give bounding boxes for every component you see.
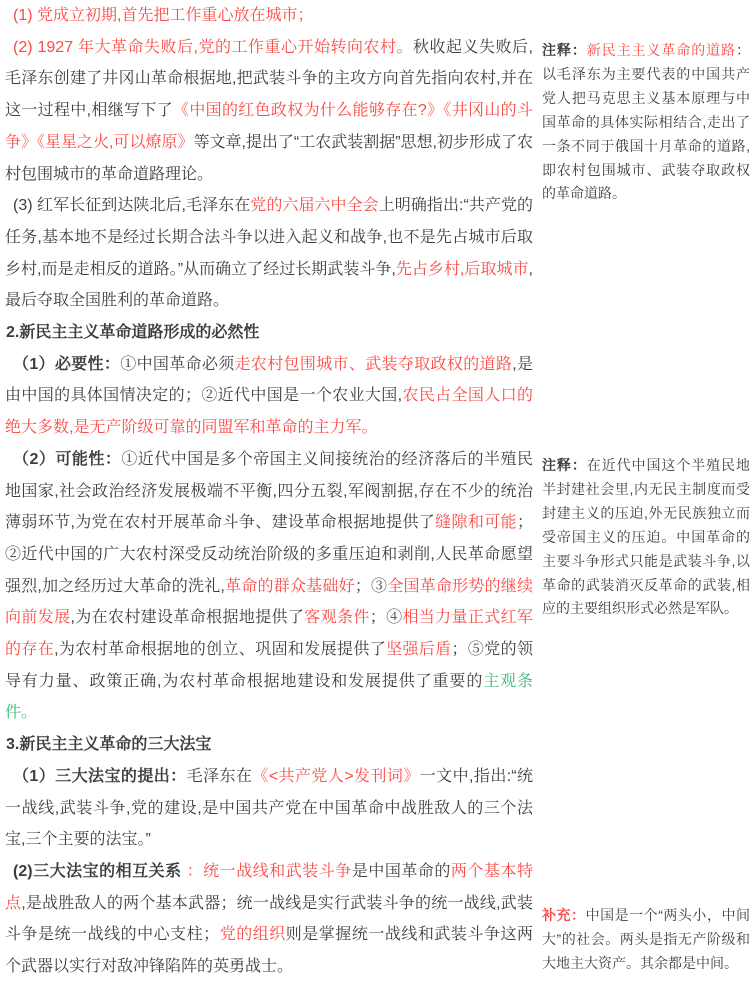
text-run: 3.新民主主义革命的三大法宝 xyxy=(6,736,212,754)
text-run: ；③ xyxy=(354,577,388,595)
text-run: （1）三大法宝的提出： xyxy=(13,767,187,785)
text-run: 则是掌握统一战线和武装斗争这两个武器以实行对敌冲锋陷阵的英勇战士。 xyxy=(5,926,533,976)
text-run: 客观条件 xyxy=(304,609,370,627)
heading-2-inevitability xyxy=(5,317,533,349)
text-run: 坚强后盾 xyxy=(386,641,452,659)
text-run: (2)三大法宝的相互关系 xyxy=(13,862,187,880)
text-run: 党的组织 xyxy=(219,926,286,944)
text-run: 两个基本特点 xyxy=(5,862,533,912)
text-run: 在近代中国这个半殖民地半封建社会里,内无民主制度而受封建主义的压迫,外无民族独立而受帝国主义的压迫。中国革命的主要斗争形式只能是武装斗争,以革命的武装消灭反革命的武装,相应的主要组织形式必然是军队。 xyxy=(542,457,751,617)
text-run: ；⑤党的领导有力量、政策正确,为农村革命根据地建设和发展提供了重要的 xyxy=(5,641,533,690)
item-treasures-relationship xyxy=(5,856,533,983)
text-run: 秋收起义失败后,毛泽东创建了井冈山革命根据地,把武装斗争的主攻方向首先指向农村,并在这一过程中,相继写下了 xyxy=(5,38,533,120)
text-run: ①近代中国是多个帝国主义间接统治的经济落后的半殖民地国家,社会政治经济发展极端不平衡,四分五裂,军阀割据,存在不少的统治薄弱环节,为党在农村开展革命斗争、建设革命根据地提供了 xyxy=(5,450,533,532)
text-run: ①中国革命必须 xyxy=(120,355,235,373)
item-2-1927-shift xyxy=(5,32,533,191)
text-run: 主观条件。 xyxy=(5,672,533,722)
text-run: 毛泽东在 xyxy=(186,767,253,785)
text-run: ；④ xyxy=(369,609,403,627)
text-run: ：以毛泽东为主要代表的中国共产党人把马克思主义基本原理与中国革命的具体实际相结合,走出了一条不同于俄国十月革命的道路,即农村包围城市、武装夺取政权的革命道路。 xyxy=(542,42,751,202)
note-new-democratic-road xyxy=(542,39,750,206)
text-run: ,为在农村建设革命根据地提供了 xyxy=(70,609,305,627)
note-armed-struggle xyxy=(542,454,750,621)
text-run: 缝隙和可能 xyxy=(435,514,517,532)
item-3-long-march xyxy=(5,190,533,317)
text-run: 《中国的红色政权为什么能够存在?》《井冈山的斗争》《星星之火,可以燎原》 xyxy=(5,102,533,151)
main-content xyxy=(5,0,533,983)
item-necessity xyxy=(5,349,533,444)
text-run: 是中国革命的 xyxy=(351,862,451,880)
text-run: 上明确指出:“共产党的任务,基本地不是经过长期合法斗争以进入起义和战争,也不是先占城市后取乡村,而是走相反的道路。”从而确立了经过长期武装斗争, xyxy=(5,197,534,278)
text-run: 农民占全国人口的绝大多数,是无产阶级可靠的同盟军和革命的主力军。 xyxy=(5,387,533,437)
text-run: ,是战胜敌人的两个基本武器；统一战线是实行武装斗争的统一战线,武装斗争是统一战线的中心支柱； xyxy=(5,894,533,944)
text-run: 注释： xyxy=(542,457,587,473)
item-treasures-proposal xyxy=(5,761,533,856)
text-run: ,是由中国的具体国情决定的；②近代中国是一个农业大国, xyxy=(5,355,533,405)
text-run: 先占乡村,后取城市 xyxy=(395,260,529,278)
item-1-party-founding xyxy=(5,0,533,32)
text-run: ：统一战线和武装斗争 xyxy=(186,862,352,880)
text-run: 注释： xyxy=(542,42,587,58)
text-run: （2）可能性： xyxy=(13,450,122,468)
text-run: 一文中,指出:“统一战线,武装斗争,党的建设,是中国共产党在中国革命中战胜敌人的三个法宝,三个主要的法宝。” xyxy=(5,767,533,849)
text-run: 《<共产党人>发刊词》 xyxy=(252,767,420,785)
text-run: (2) 1927 年大革命失败后,党的工作重心开始转向农村。 xyxy=(13,38,414,56)
text-run: 2.新民主主义革命道路形成的必然性 xyxy=(6,324,260,342)
text-run: 补充： xyxy=(542,907,586,923)
text-run: 党的六届六中全会 xyxy=(250,197,379,215)
text-run: 等文章,提出了“工农武装割据”思想,初步形成了农村包围城市的革命道路理论。 xyxy=(5,133,534,183)
text-run: (1) 党成立初期,首先把工作重心放在城市； xyxy=(13,7,314,24)
text-run: 走农村包围城市、武装夺取政权的道路 xyxy=(234,355,513,373)
margin-note-3 xyxy=(542,904,750,976)
item-possibility xyxy=(5,444,533,729)
note-supplement-society xyxy=(542,904,750,976)
text-run: 革命的群众基础好 xyxy=(224,577,355,595)
text-run: ,为农村革命根据地的创立、巩固和发展提供了 xyxy=(54,641,387,659)
text-run: （1）必要性： xyxy=(13,355,121,373)
text-run: 相当力量正式红军的存在 xyxy=(5,609,533,659)
text-run: 中国是一个“两头小，中间大”的社会。两头是指无产阶级和大地主大资产。其余都是中间。 xyxy=(542,907,750,971)
text-run: 新民主主义革命的道路 xyxy=(586,42,737,58)
text-run: (3) 红军长征到达陕北后,毛泽东在 xyxy=(13,197,251,215)
heading-3-three-treasures xyxy=(5,729,533,761)
text-run: ,最后夺取全国胜利的革命道路。 xyxy=(5,260,533,310)
text-run: 全国革命形势的继续向前发展 xyxy=(5,577,533,627)
margin-note-1 xyxy=(542,39,750,206)
margin-note-2 xyxy=(542,454,750,621)
text-run: ；②近代中国的广大农村深受反动统治阶级的多重压迫和剥削,人民革命愿望强烈,加之经历过大革命的洗礼, xyxy=(5,514,533,595)
